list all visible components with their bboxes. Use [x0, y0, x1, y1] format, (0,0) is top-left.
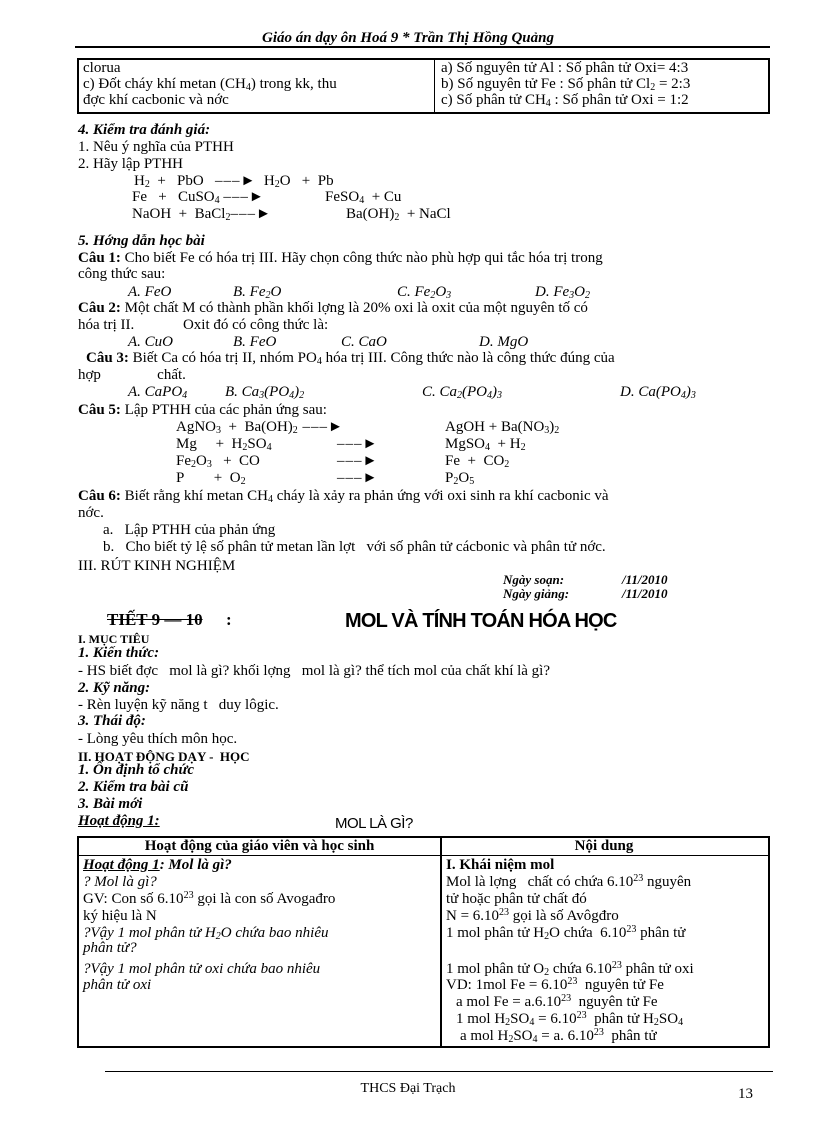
date-giang-label: Ngày giảng: [503, 586, 570, 601]
equation-3: NaOH + BaCl$_2$–––► [132, 206, 272, 223]
cau-5-eq-3: $Fe_2O_3$ + CO [176, 453, 260, 470]
right-row-3: tử hoặc phân tử chất đó [446, 891, 587, 907]
cau-5-eq-4-product: $P_2O_5$ [445, 470, 475, 487]
table-header-col2: Nội dung [574, 838, 634, 854]
right-row-6: 1 mol phân tử $O_2$ chứa 6.10$^{23}$ phân tử oxi [446, 960, 694, 978]
left-row-4: ký hiệu là N [83, 908, 157, 924]
cau-5-eq-2: Mg + $H_2SO_4$ [176, 436, 272, 453]
table-cell-left-1: clorua [83, 60, 121, 76]
equation-3-product: $Ba(OH)_2$ + NaCl [346, 206, 451, 223]
equation-2-product: FeSO$_4$ + Cu [325, 189, 402, 206]
hoat-dong-1-title: MOL LÀ GÌ? [335, 815, 413, 832]
right-row-8: a mol $Fe = a.6.10^{23}$ nguyên tử Fe [456, 993, 658, 1010]
activity-table [77, 836, 770, 1048]
ky-nang-text: - Rèn luyện kỹ năng t duy lôgic. [78, 697, 279, 713]
table-column-divider [440, 838, 442, 1046]
cau-3-cont: hợp chất. [78, 367, 186, 383]
cau-1-opt-c: C. $Fe_2O_3$ [397, 284, 452, 301]
cau-1-opt-b: B. $Fe_2O$ [233, 284, 282, 301]
equation-1: $H_2$ + PbO –––► $H_2O + Pb$ [134, 173, 334, 190]
cau-3-opt-a: A. CaPO$_4$ [128, 384, 188, 401]
ky-nang-heading: 2. Kỹ năng: [78, 680, 151, 696]
table-divider [434, 60, 435, 112]
date-giang-value: /11/2010 [622, 586, 668, 601]
thai-do-text: - Lòng yêu thích môn học. [78, 731, 238, 747]
question-2: 2. Hãy lập PTHH [78, 156, 183, 172]
table-header-rule [79, 855, 768, 856]
question-1: 1. Nêu ý nghĩa của PTHH [78, 139, 234, 155]
right-row-10: a mol $H_2SO_4 = a$. 6.10$^{23}$ phân tử [460, 1027, 657, 1045]
cau-5-eq-4: P + $O_2$ [176, 470, 246, 487]
cau-5-eq-1: AgNO$_3$ + $Ba(OH)_2$ –––► [176, 419, 344, 436]
continuation-table [77, 58, 770, 114]
table-cell-left-2: c) Đốt cháy khí metan $(CH_4)$ trong kk, thu [83, 76, 337, 93]
cau-5-eq-3-product: $Fe + CO_2$ [445, 453, 510, 470]
cau-2-opt-c: C. CaO [341, 334, 387, 350]
left-row-8: phân tử oxi [83, 977, 152, 993]
on-dinh-to-chuc: 1. Ổn định tổ chức [78, 762, 195, 778]
equation-2: Fe + CuSO$_4$ –––► [132, 189, 265, 206]
right-row-7: VD: 1mol $Fe = 6.10^{23}$ nguyên tử Fe [446, 976, 664, 993]
table-header-col1: Hoạt động của giáo viên và học sinh [144, 838, 375, 854]
page-number: 13 [738, 1086, 753, 1102]
cau-3-opt-b: B. $Ca_3(PO_4)_2$ [225, 384, 305, 401]
left-row-6: phân tử? [83, 940, 137, 956]
muc-tieu-heading: I. MỤC TIÊU [78, 632, 150, 646]
table-cell-right-2: b) Số nguyên tử Fe : Số phân tử $Cl_2$ = 2:3 [441, 76, 691, 93]
table-cell-right-3: c) Số phân tử $CH_4$ : Số phân tử Oxi = 1:2 [441, 92, 689, 109]
left-row-3: GV: Con số 6.10$^{23}$ gọi là con số Avogađro [83, 890, 336, 907]
cau-2: Câu 2: Một chất M có thành phần khối lợng là 20% oxi là oxit của một nguyên tố có [78, 300, 588, 316]
date-soan-label: Ngày soạn: [503, 572, 565, 587]
footer-rule [105, 1071, 773, 1072]
lesson-number: TIẾT 9 — 10 [107, 610, 203, 629]
lesson-title: MOL VÀ TÍNH TOÁN HÓA HỌC [345, 610, 617, 632]
cau-6-b: b. Cho biết tỷ lệ số phân tử metan lần lợt với số phân tử cácbonic và phân tử nớc. [103, 539, 606, 555]
kien-thuc-text: - HS biết đợc mol là gì? khối lợng mol là gì? thể tích mol của chất khí là gì? [78, 663, 551, 679]
cau-3: Câu 3: Biết Ca có hóa trị II, nhóm $PO_4$ hóa trị III. Công thức nào là công thức đúng của [86, 350, 615, 367]
footer-school: THCS Đại Trạch [360, 1081, 456, 1096]
cau-2-opt-d: D. MgO [479, 334, 529, 350]
cau-3-opt-d: D. $Ca(PO_4)_3$ [620, 384, 696, 401]
cau-2-opt-a: A. CuO [128, 334, 173, 350]
left-row-2: ? Mol là gì? [83, 874, 157, 890]
lesson-number-colon: : [226, 610, 232, 629]
left-row-1: Hoạt động 1: Mol là gì? [83, 857, 232, 873]
cau-6: Câu 6: Biết rằng khí metan $CH_4$ cháy là xảy ra phản ứng với oxi sinh ra khí cacbonic và [78, 488, 609, 505]
cau-3-opt-c: C. $Ca_2(PO_4)_3$ [422, 384, 503, 401]
cau-1: Câu 1: Cho biết Fe có hóa trị III. Hãy chọn công thức nào phù hợp qui tắc hóa trị trong [78, 250, 603, 266]
right-row-1: I. Khái niệm mol [446, 857, 555, 873]
header-rule [75, 46, 770, 48]
hoat-dong-heading: II. HOẠT ĐỘNG DẠY - HỌC [78, 749, 250, 764]
kiem-tra-bai-cu: 2. Kiểm tra bài cũ [78, 779, 189, 795]
cau-2-opt-b: B. FeO [233, 334, 277, 350]
cau-1-opt-a: A. FeO [128, 284, 172, 300]
left-row-7: ?Vậy 1 mol phân tử oxi chứa bao nhiêu [83, 961, 321, 977]
table-cell-left-3: đợc khí cacbonic và nớc [83, 92, 229, 108]
cau-5: Câu 5: Lập PTHH của các phản ứng sau: [78, 402, 327, 418]
bai-moi: 3. Bài mới [78, 796, 143, 812]
cau-2-cont: hóa trị II. Oxit đó có công thức là: [78, 317, 329, 333]
left-row-5: ?Vậy 1 mol phân tử $H_2O$ chứa bao nhiêu [83, 925, 329, 942]
kien-thuc-heading: 1. Kiến thức: [78, 645, 160, 661]
cau-6-cont: nớc. [78, 505, 104, 521]
cau-1-opt-d: D. $Fe_3O_2$ [535, 284, 590, 301]
right-row-9: 1 mol $H_2SO_4 = 6.10^{23}$ phân tử $H_2SO_4$ [456, 1010, 684, 1028]
cau-5-eq-2-product: MgSO$_4$ + $H_2$ [445, 436, 526, 453]
date-soan-value: /11/2010 [622, 572, 668, 587]
section-heading-rut-kinh-nghiem: III. RÚT KINH NGHIỆM [78, 558, 236, 574]
cau-6-a: a. Lập PTHH của phản ứng [103, 522, 276, 538]
cau-5-eq-1-product: AgOH + $Ba(NO_3)_2$ [445, 419, 560, 436]
right-row-2: Mol là lợng chất có chứa 6.10$^{23}$ nguyên [446, 873, 692, 890]
right-row-4: $N = 6.10^{23}$ gọi là số Avôgđro [446, 907, 619, 924]
running-header: Giáo án dạy ôn Hoá 9 * Trần Thị Hồng Quảng [262, 30, 554, 46]
thai-do-heading: 3. Thái độ: [78, 713, 146, 729]
right-row-5: 1 mol phân tử $H_2O$ chứa 6.10$^{23}$ phân tử [446, 924, 686, 942]
cau-5-eq-3-arrow: –––► [337, 453, 379, 469]
section-heading-kiem-tra: 4. Kiểm tra đánh giá: [78, 122, 211, 138]
cau-5-eq-4-arrow: –––► [337, 470, 379, 486]
section-heading-huong-dan: 5. Hớng dẫn học bài [78, 233, 205, 249]
hoat-dong-1-label: Hoạt động 1: [78, 813, 160, 829]
cau-1-cont: công thức sau: [78, 266, 166, 282]
table-cell-right-1: a) Số nguyên tử Al : Số phân tử Oxi= 4:3 [441, 60, 689, 76]
cau-5-eq-2-arrow: –––► [337, 436, 379, 452]
